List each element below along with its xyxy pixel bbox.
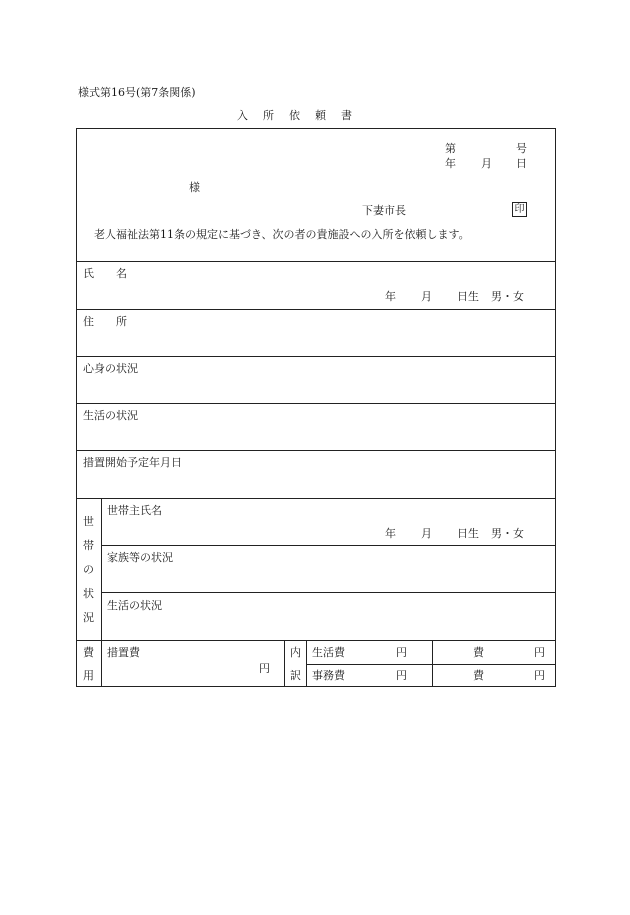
other-cost-yen-2: 円 bbox=[534, 669, 545, 682]
row-divider bbox=[76, 450, 556, 451]
addressee-honorific: 様 bbox=[189, 181, 200, 194]
physical-mental-label: 心身の状況 bbox=[83, 362, 138, 375]
document-title: 入 所 依 頼 書 bbox=[237, 109, 354, 122]
household-birth-month: 月 bbox=[421, 527, 432, 540]
column-divider bbox=[284, 640, 285, 687]
measure-cost-yen: 円 bbox=[259, 662, 270, 675]
other-cost-label-2: 費 bbox=[473, 669, 484, 682]
number-suffix: 号 bbox=[516, 142, 527, 155]
breakdown-label-char: 訳 bbox=[290, 669, 301, 682]
living-status-label: 生活の状況 bbox=[83, 409, 138, 422]
column-divider bbox=[101, 498, 102, 687]
living-cost-yen: 円 bbox=[396, 646, 407, 659]
other-cost-label: 費 bbox=[473, 646, 484, 659]
sender-name: 下妻市長 bbox=[362, 204, 406, 217]
row-divider bbox=[101, 545, 556, 546]
cost-side-label-char: 用 bbox=[83, 669, 94, 682]
date-day: 日 bbox=[516, 157, 527, 170]
household-side-label-char: 世 bbox=[83, 515, 94, 528]
row-divider bbox=[101, 592, 556, 593]
birth-month: 月 bbox=[421, 290, 432, 303]
household-living-label: 生活の状況 bbox=[107, 599, 162, 612]
name-label: 氏 名 bbox=[83, 267, 127, 280]
row-divider bbox=[76, 640, 556, 641]
gender-choice: 男・女 bbox=[491, 290, 524, 303]
seal-mark: 印 bbox=[512, 202, 527, 217]
column-divider bbox=[432, 640, 433, 687]
admin-cost-label: 事務費 bbox=[312, 669, 345, 682]
date-month: 月 bbox=[481, 157, 492, 170]
household-side-label-char: 帯 bbox=[83, 539, 94, 552]
breakdown-label-char: 内 bbox=[290, 646, 301, 659]
row-divider bbox=[76, 498, 556, 499]
row-divider bbox=[76, 261, 556, 262]
date-year: 年 bbox=[445, 157, 456, 170]
household-side-label-char: 状 bbox=[83, 587, 94, 600]
household-birth-year: 年 bbox=[385, 527, 396, 540]
address-label: 住 所 bbox=[83, 315, 127, 328]
request-statement: 老人福祉法第11条の規定に基づき、次の者の貴施設への入所を依頼します。 bbox=[94, 228, 470, 241]
household-side-label-char: 況 bbox=[83, 611, 94, 624]
other-cost-yen: 円 bbox=[534, 646, 545, 659]
row-divider bbox=[306, 664, 556, 665]
column-divider bbox=[306, 640, 307, 687]
number-prefix: 第 bbox=[445, 142, 456, 155]
admin-cost-yen: 円 bbox=[396, 669, 407, 682]
household-birth-day: 日生 bbox=[457, 527, 479, 540]
measure-cost-label: 措置費 bbox=[107, 646, 140, 659]
family-status-label: 家族等の状況 bbox=[107, 551, 173, 564]
household-head-label: 世帯主氏名 bbox=[107, 504, 162, 517]
row-divider bbox=[76, 403, 556, 404]
household-gender-choice: 男・女 bbox=[491, 527, 524, 540]
form-number: 様式第16号(第7条関係) bbox=[78, 86, 196, 99]
birth-year: 年 bbox=[385, 290, 396, 303]
row-divider bbox=[76, 356, 556, 357]
cost-side-label-char: 費 bbox=[83, 646, 94, 659]
start-date-label: 措置開始予定年月日 bbox=[83, 456, 182, 469]
birth-day: 日生 bbox=[457, 290, 479, 303]
row-divider bbox=[76, 309, 556, 310]
living-cost-label: 生活費 bbox=[312, 646, 345, 659]
household-side-label-char: の bbox=[83, 563, 94, 576]
